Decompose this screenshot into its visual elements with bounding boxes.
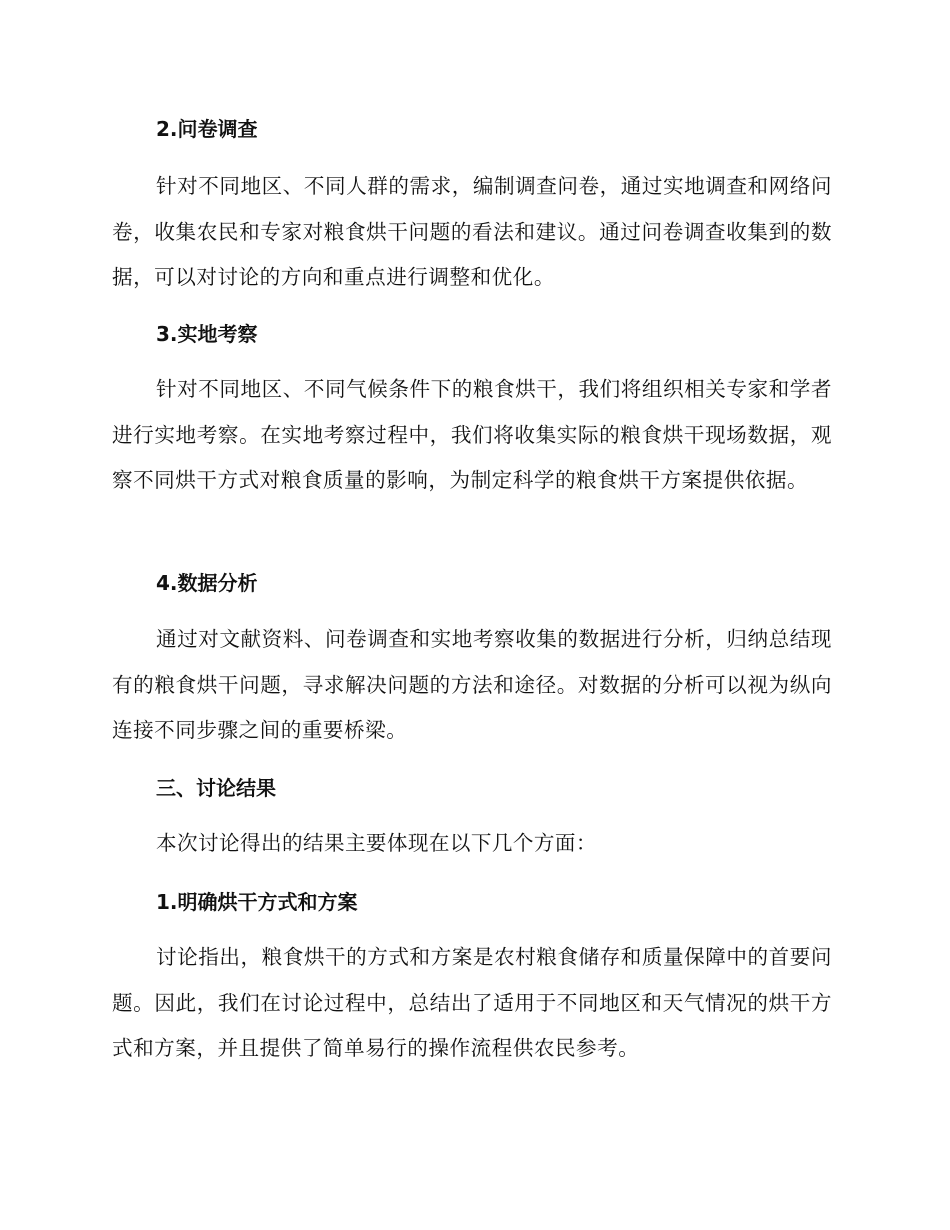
paragraph-data-analysis: 通过对文献资料、问卷调查和实地考察收集的数据进行分析，归纳总结现有的粮食烘干问题，寻求解决问题的方法和途径。对数据的分析可以视为纵向连接不同步骤之间的重要桥梁。 (112, 627, 832, 742)
paragraph-questionnaire: 针对不同地区、不同人群的需求，编制调查问卷，通过实地调查和网络问卷，收集农民和专家对粮食烘干问题的看法和建议。通过问卷调查收集到的数据，可以对讨论的方向和重点进行调整和优化。 (112, 174, 832, 289)
section-heading-data-analysis: 4.数据分析 (156, 571, 258, 595)
paragraph-field-study: 针对不同地区、不同气候条件下的粮食烘干，我们将组织相关专家和学者进行实地考察。在实地考察过程中，我们将收集实际的粮食烘干现场数据，观察不同烘干方式对粮食质量的影响，为制定科学的粮食烘干方案提供依据。 (112, 377, 832, 492)
section-heading-field-study: 3.实地考察 (156, 322, 258, 346)
section-heading-drying-method: 1.明确烘干方式和方案 (156, 890, 358, 914)
paragraph-results-intro: 本次讨论得出的结果主要体现在以下几个方面： (156, 831, 597, 855)
section-heading-questionnaire: 2.问卷调查 (156, 117, 258, 141)
section-heading-results: 三、讨论结果 (156, 776, 276, 800)
paragraph-drying-method: 讨论指出，粮食烘干的方式和方案是农村粮食储存和质量保障中的首要问题。因此，我们在讨论过程中，总结出了适用于不同地区和天气情况的烘干方式和方案，并且提供了简单易行的操作流程供农民参考。 (112, 945, 832, 1060)
